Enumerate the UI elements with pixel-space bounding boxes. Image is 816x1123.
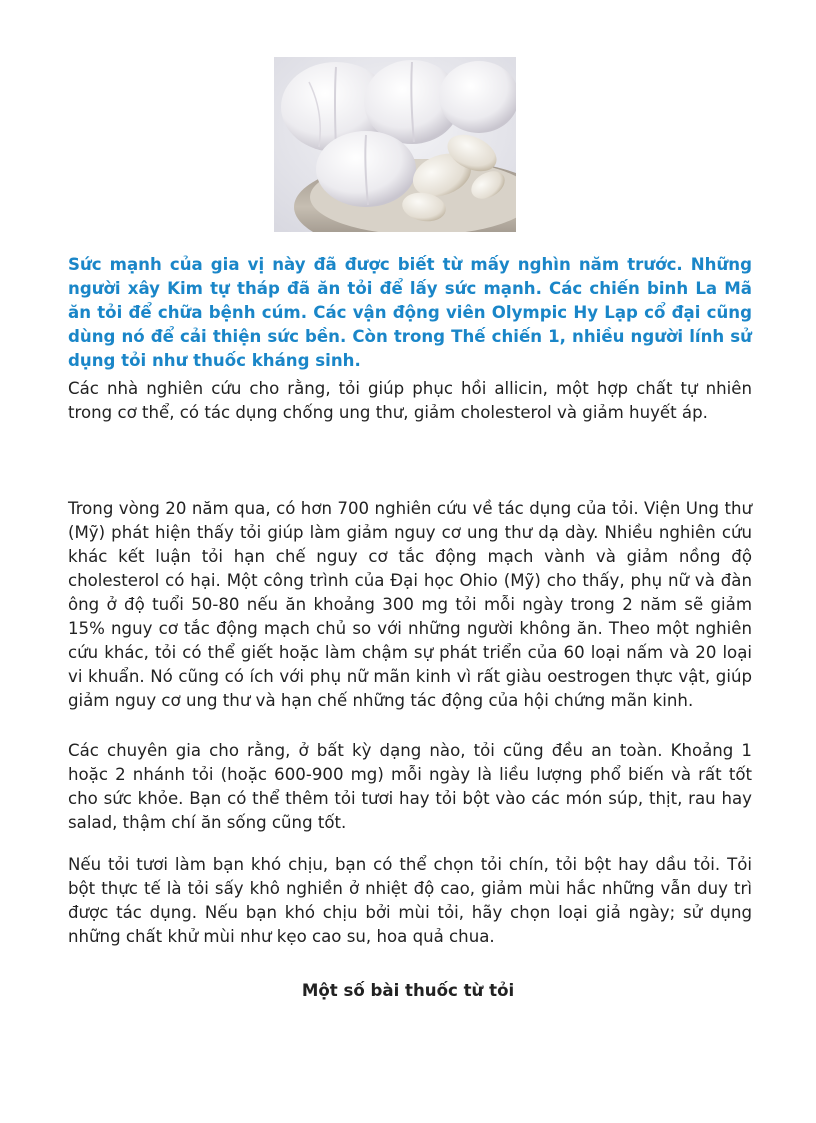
garlic-bowl-photo [274,57,516,232]
section-heading: Một số bài thuốc từ tỏi [301,981,515,1000]
intro-paragraph: Sức mạnh của gia vị này đã được biết từ mấy nghìn năm trước. Những người xây Kim tự tháp đã ăn tỏi để lấy sức mạnh. Các chiến binh La Mã ăn tỏi để chữa bệnh cúm. Các vận động viên Olympic Hy Lạp cổ đại cũng dùng nó để cải thiện sức bền. Còn trong Thế chiến 1, nhiều người lính sử dụng tỏi như thuốc kháng sinh. [68,255,752,370]
body-paragraph-dosage: Các chuyên gia cho rằng, ở bất kỳ dạng nào, tỏi cũng đều an toàn. Khoảng 1 hoặc 2 nhánh tỏi (hoặc 600-900 mg) mỗi ngày là liều lượng phổ biến và rất tốt cho sức khỏe. Bạn có thể thêm tỏi tươi hay tỏi bột vào các món súp, thịt, rau hay salad, thậm chí ăn sống cũng tốt. [68,741,752,832]
body-paragraph-research: Trong vòng 20 năm qua, có hơn 700 nghiên cứu về tác dụng của tỏi. Viện Ung thư (Mỹ) phát hiện thấy tỏi giúp làm giảm nguy cơ ung thư dạ dày. Nhiều nghiên cứu khác kết luận tỏi hạn chế nguy cơ tắc động mạch vành và giảm nồng độ cholesterol có hại. Một công trình của Đại học Ohio (Mỹ) cho thấy, phụ nữ và đàn ông ở độ tuổi 50-80 nếu ăn khoảng 300 mg tỏi mỗi ngày trong 2 năm sẽ giảm 15% nguy cơ tắc động mạch chủ so với những người không ăn. Theo một nghiên cứu khác, tỏi có thể giết hoặc làm chậm sự phát triển của 60 loại nấm và 20 loại vi khuẩn. Nó cũng có ích với phụ nữ mãn kinh vì rất giàu oestrogen thực vật, giúp giảm nguy cơ ung thư và hạn chế những tác động của hội chứng mãn kinh. [68,499,752,710]
body-paragraph-alternatives: Nếu tỏi tươi làm bạn khó chịu, bạn có thể chọn tỏi chín, tỏi bột hay dầu tỏi. Tỏi bột thực tế là tỏi sấy khô nghiền ở nhiệt độ cao, giảm mùi hắc những vẫn duy trì được tác dụng. Nếu bạn khó chịu bởi mùi tỏi, hãy chọn loại giả ngày; sử dụng những chất khử mùi như kẹo cao su, hoa quả chua. [68,855,752,946]
body-paragraph-allicin: Các nhà nghiên cứu cho rằng, tỏi giúp phục hồi allicin, một hợp chất tự nhiên trong cơ thể, có tác dụng chống ung thư, giảm cholesterol và giảm huyết áp. [68,379,752,422]
